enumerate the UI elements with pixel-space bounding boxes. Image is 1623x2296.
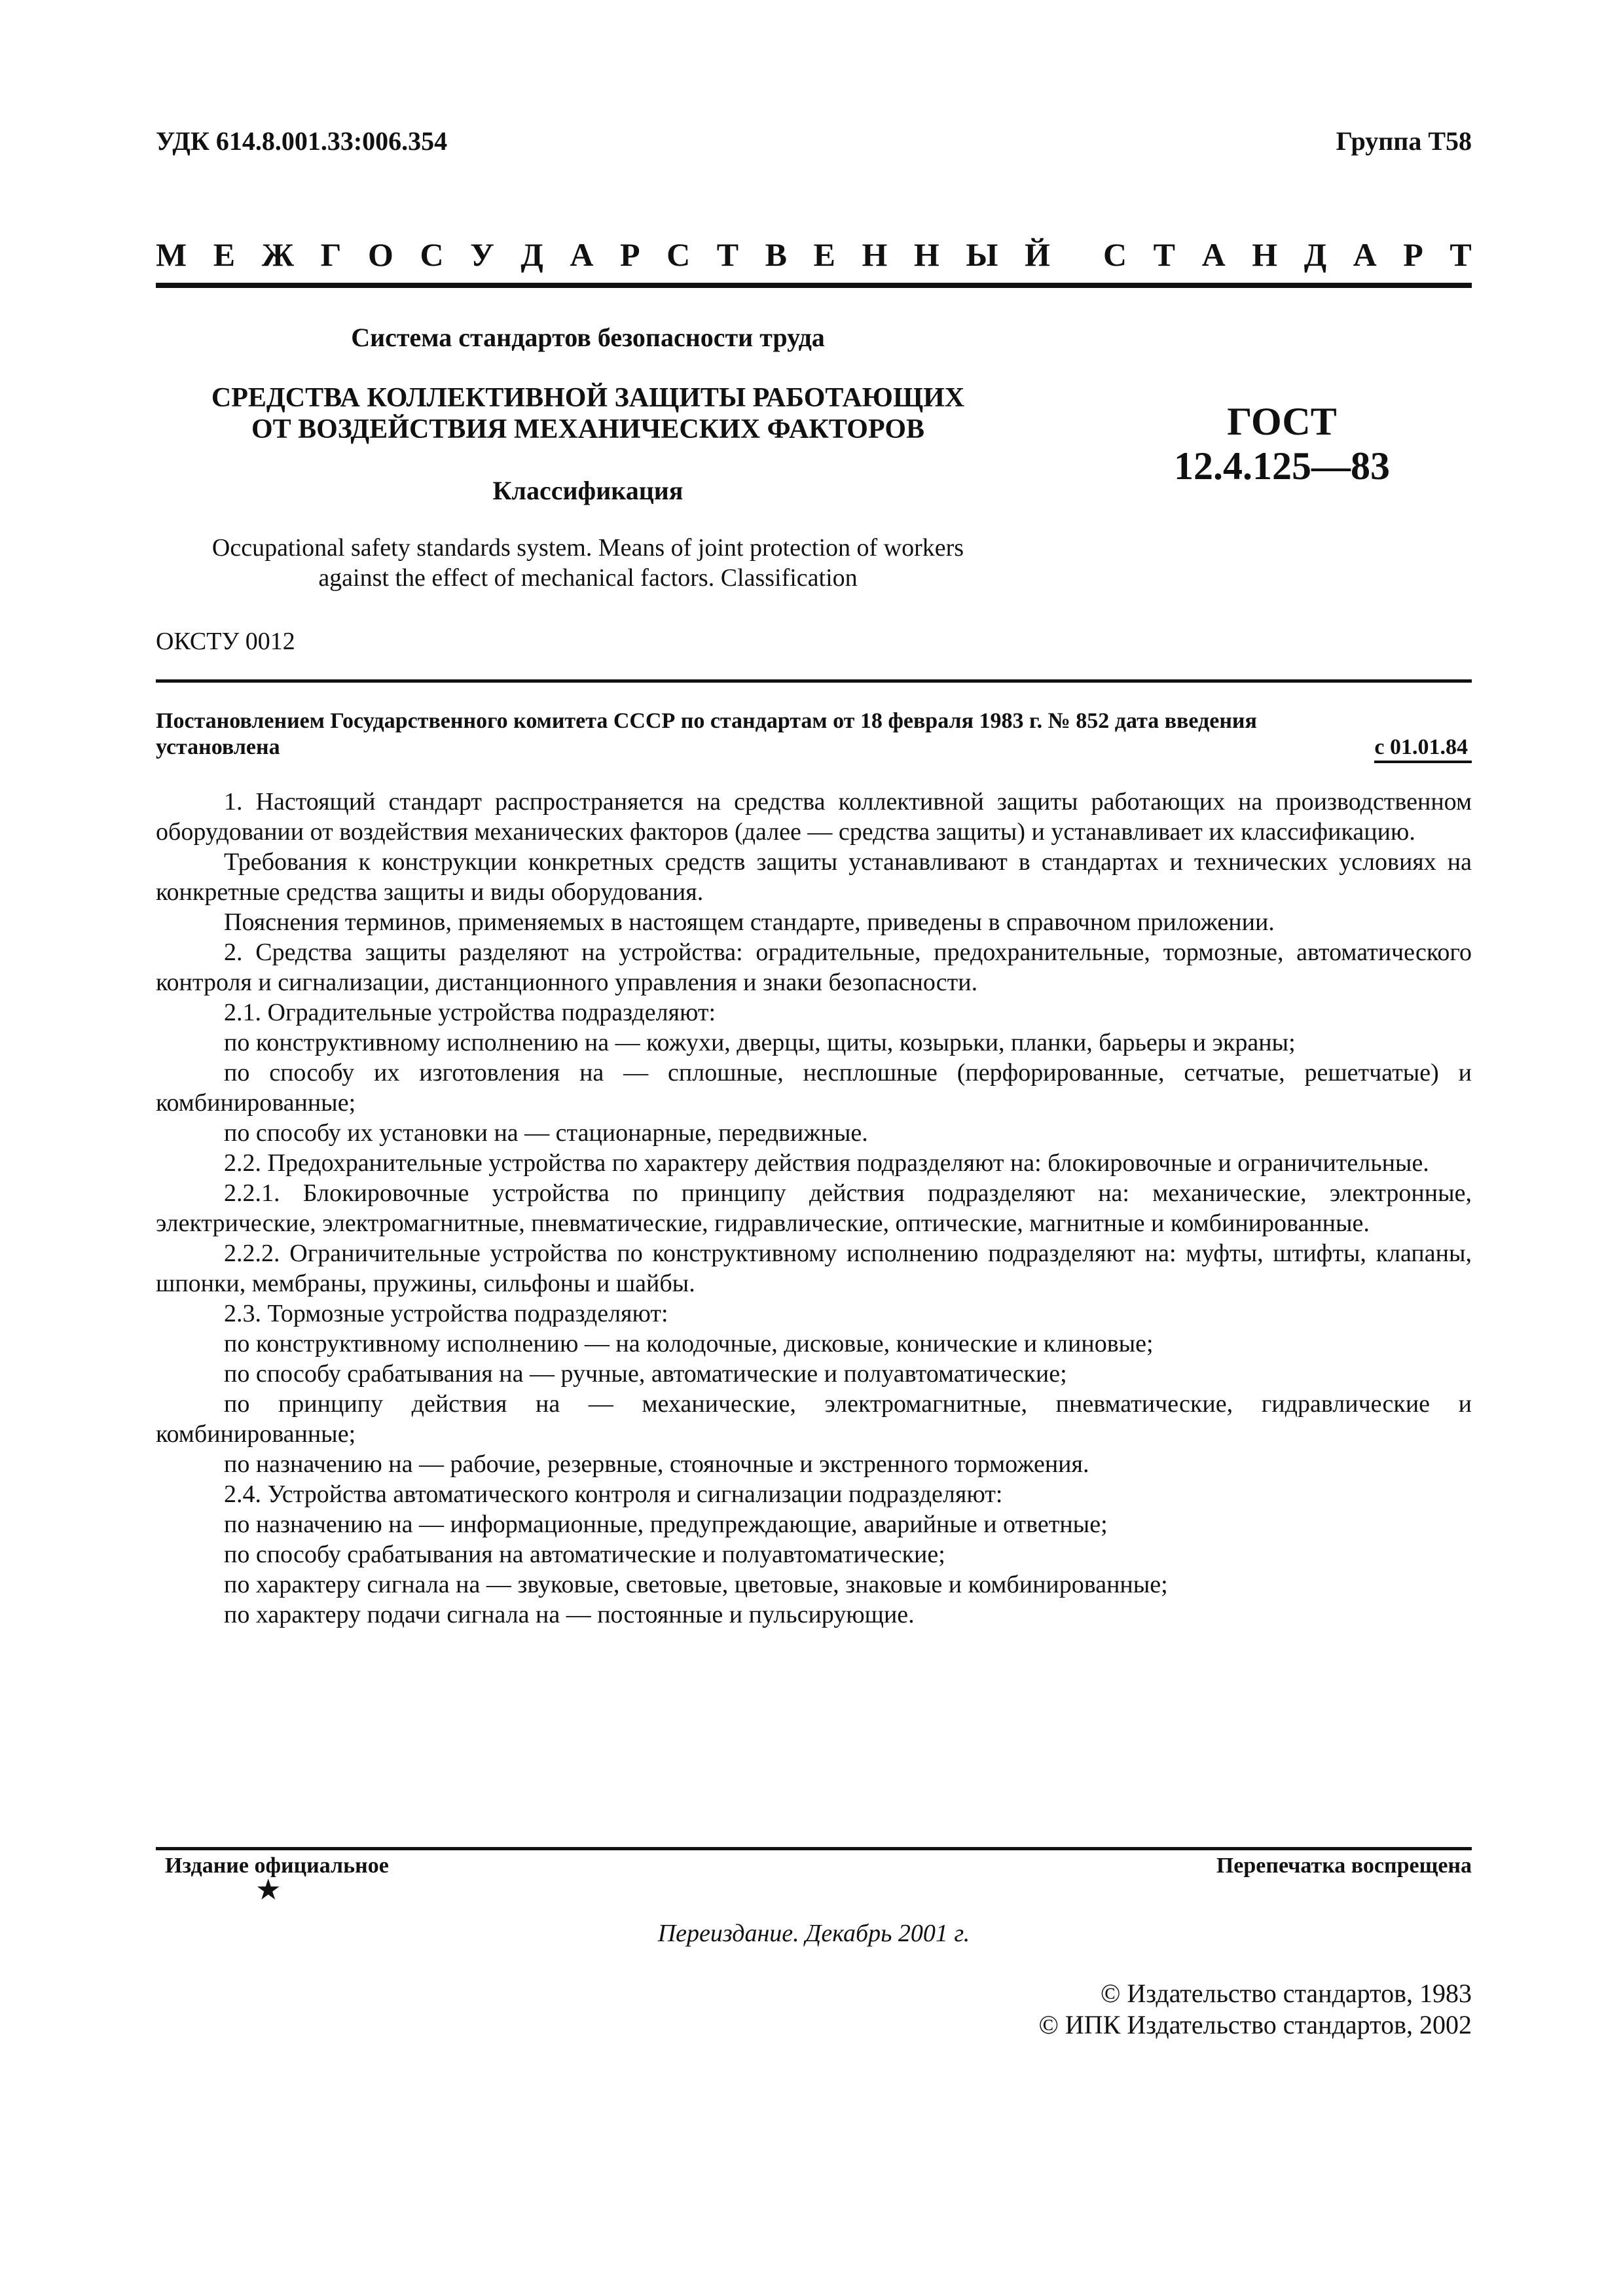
body-paragraph: 2.1. Оградительные устройства подразделяют: [224,999,716,1026]
okstu-code: ОКСТУ 0012 [156,628,295,655]
body-paragraph: по назначению на — рабочие, резервные, стояночные и экстренного торможения. [224,1450,1089,1478]
official-edition-label: Издание официальное [165,1854,389,1878]
decree-line-2 [156,734,1472,763]
no-reprint-label: Перепечатка воспрещена [1216,1854,1472,1878]
heading-letter: С [1103,236,1127,273]
heading-letter: Ж [261,236,295,273]
english-title [156,533,1020,593]
heading-letter: Е [813,236,835,273]
heading-letter: Г [320,236,342,273]
heading-letter: А [570,236,594,273]
body-paragraph: 2. Средства защиты разделяют на устройства: оградительные, предохранительные, тормозные, автоматического контроля и сигнализации, дистанционного управления и знаки безопасности. [156,939,1472,996]
body-paragraph: по конструктивному исполнению — на колодочные, дисковые, конические и клиновые; [224,1330,1154,1357]
heading-letter: Й [1025,236,1050,273]
body-paragraph: Пояснения терминов, применяемых в настоящем стандарте, приведены в справочном приложении. [224,908,1275,936]
body-paragraph: 2.2. Предохранительные устройства по характеру действия подразделяют на: блокировочные и ограничительные. [224,1149,1429,1177]
heading-rule [156,283,1472,288]
body-paragraph: по назначению на — информационные, предупреждающие, аварийные и ответные; [224,1511,1108,1538]
udk-code: УДК 614.8.001.33:006.354 [156,126,448,156]
star-icon: ★ [255,1874,282,1906]
english-title-line-1: Occupational safety standards system. Means of joint protection of workers [211,534,964,562]
heading-letter: Ы [966,236,998,273]
copyright-1983: © Издательство стандартов, 1983 [1100,1979,1472,2008]
decree-block [156,708,1472,763]
heading-letter: В [765,236,787,273]
body-paragraph: 1. Настоящий стандарт распространяется на средства коллективной защиты работающих на производственном оборудовании от воздействия механических факторов (далее — средства защиты) и устанавливает их классификацию. [156,788,1472,846]
heading-letter: Н [862,236,888,273]
body-paragraph: 2.2.1. Блокировочные устройства по принципу действия подразделяют на: механические, электронные, электрические, электромагнитные, пневматические, гидравлические, оптические, магнитные и комбинированные. [156,1179,1472,1237]
footer-rule [156,1847,1472,1850]
gost-label: ГОСТ [1227,400,1337,443]
body-paragraph: 2.2.2. Ограничительные устройства по конструктивному исполнению подразделяют на: муфты, штифты, клапаны, шпонки, мембраны, пружины, сильфоны и шайбы. [156,1240,1472,1297]
heading-letter: Е [213,236,236,273]
body-paragraph: по способу срабатывания на автоматические и полуавтоматические; [224,1541,945,1568]
body-paragraph: по конструктивному исполнению на — кожухи, дверцы, щиты, козырьки, планки, барьеры и экраны; [224,1029,1296,1056]
interstate-standard-heading [156,236,1472,274]
heading-letter: Н [1252,236,1278,273]
title-line-2: ОТ ВОЗДЕЙСТВИЯ МЕХАНИЧЕСКИХ ФАКТОРОВ [251,414,925,444]
heading-letter: Т [716,236,739,273]
body-paragraph: по способу их изготовления на — сплошные, несплошные (перфорированные, сетчатые, решетчатые) и комбинированные; [156,1059,1472,1117]
copyright-2002: © ИПК Издательство стандартов, 2002 [1038,2010,1472,2039]
body-paragraph: 2.3. Тормозные устройства подразделяют: [224,1300,668,1327]
document-page [156,0,1472,2296]
body-paragraph: по способу их установки на — стационарные, передвижные. [224,1119,868,1147]
document-title [156,382,1020,445]
title-line-1: СРЕДСТВА КОЛЛЕКТИВНОЙ ЗАЩИТЫ РАБОТАЮЩИХ [211,383,965,413]
gost-designation [1118,399,1446,488]
heading-letter: Р [619,236,640,273]
body-paragraph: по характеру подачи сигнала на — постоянные и пульсирующие. [224,1601,915,1628]
heading-letter: А [1201,236,1226,273]
heading-letter: С [420,236,444,273]
effective-date: с 01.01.84 [1374,734,1472,763]
decree-line-1: Постановлением Государственного комитета СССР по стандартам от 18 февраля 1983 г. № 852 дата введения [156,709,1257,733]
copyright-block [1039,1978,1472,2041]
heading-letter: Н [913,236,939,273]
body-paragraph: по принципу действия на — механические, электромагнитные, пневматические, гидравлические и комбинированные; [156,1390,1472,1448]
document-subtitle: Классификация [492,476,684,505]
body-paragraph: Требования к конструкции конкретных средств защиты устанавливают в стандартах и технических условиях на конкретные средства защиты и виды оборудования. [156,848,1472,906]
heading-letter: Т [1153,236,1176,273]
gost-number: 12.4.125—83 [1174,444,1390,488]
heading-letter: Р [1403,236,1423,273]
heading-letter: М [156,236,187,273]
reissue-note: Переиздание. Декабрь 2001 г. [657,1920,970,1947]
body-paragraph: по характеру сигнала на — звуковые, световые, цветовые, знаковые и комбинированные; [224,1571,1168,1598]
decree-established: установлена [156,735,280,759]
english-title-line-2: against the effect of mechanical factors. Classification [318,564,858,592]
standards-system-title: Система стандартов безопасности труда [351,323,825,352]
heading-letter: О [368,236,393,273]
heading-letter: Т [1450,236,1472,273]
heading-letter: У [470,236,494,273]
heading-letter: С [666,236,691,273]
heading-letter: А [1353,236,1377,273]
group-code: Группа Т58 [1336,126,1472,156]
document-body [156,787,1472,1630]
body-paragraph: по способу срабатывания на — ручные, автоматические и полуавтоматические; [224,1360,1067,1388]
heading-letter: Д [1304,236,1327,273]
body-paragraph: 2.4. Устройства автоматического контроля и сигнализации подразделяют: [224,1480,1003,1508]
heading-letter: Д [520,236,543,273]
title-rule [156,679,1472,683]
